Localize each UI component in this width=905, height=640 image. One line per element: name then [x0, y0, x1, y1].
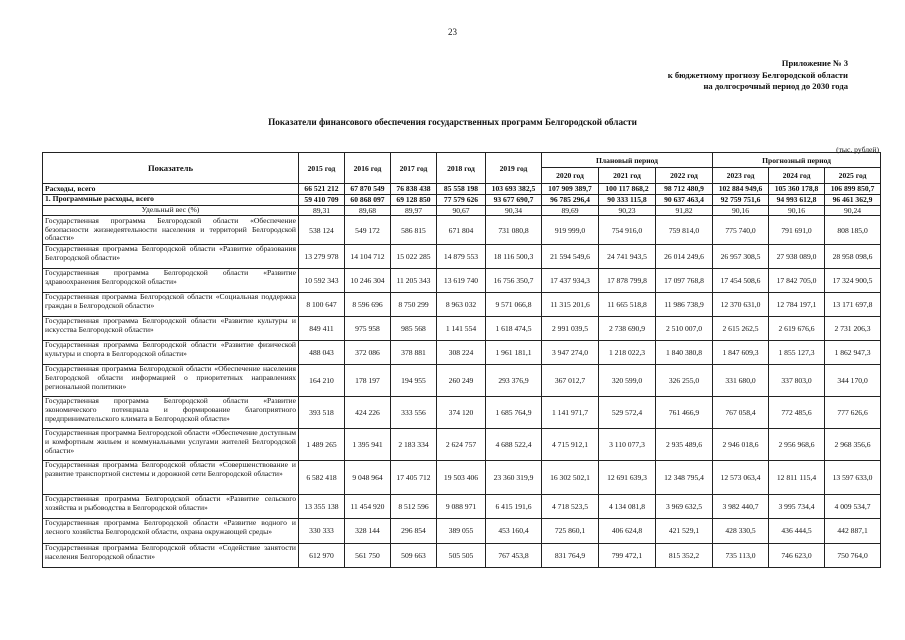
header-forecast-period: Прогнозный период	[713, 153, 881, 168]
value-cell: 815 352,2	[656, 543, 713, 567]
value-cell: 344 170,0	[825, 364, 881, 396]
value-cell: 1 489 265	[299, 428, 345, 460]
value-cell: 2 935 489,6	[656, 428, 713, 460]
header-year-2025: 2025 год	[825, 168, 881, 184]
value-cell: 90 333 115,8	[599, 194, 656, 205]
row-label: Государственная программа Белгородской области «Развитие культуры и искусства Белгородской области»	[43, 316, 299, 340]
value-cell: 19 503 406	[437, 460, 486, 494]
value-cell: 750 764,0	[825, 543, 881, 567]
value-cell: 919 999,0	[542, 216, 599, 244]
value-cell: 90,16	[769, 205, 825, 216]
value-cell: 293 376,9	[486, 364, 542, 396]
table-row	[43, 396, 881, 428]
header-year-2018: 2018 год	[437, 153, 486, 184]
value-cell: 8 596 696	[345, 292, 391, 316]
value-cell: 759 814,0	[656, 216, 713, 244]
value-cell: 393 518	[299, 396, 345, 428]
value-cell: 6 415 191,6	[486, 494, 542, 518]
table-row	[43, 494, 881, 518]
value-cell: 331 680,0	[713, 364, 769, 396]
value-cell: 374 120	[437, 396, 486, 428]
value-cell: 549 172	[345, 216, 391, 244]
value-cell: 831 764,9	[542, 543, 599, 567]
value-cell: 761 466,9	[656, 396, 713, 428]
value-cell: 4 715 912,1	[542, 428, 599, 460]
value-cell: 2 968 356,6	[825, 428, 881, 460]
value-cell: 746 623,0	[769, 543, 825, 567]
value-cell: 3 982 440,7	[713, 494, 769, 518]
value-cell: 11 454 920	[345, 494, 391, 518]
value-cell: 4 009 534,7	[825, 494, 881, 518]
value-cell: 11 986 738,9	[656, 292, 713, 316]
value-cell: 378 881	[391, 340, 437, 364]
value-cell: 94 993 612,8	[769, 194, 825, 205]
value-cell: 1 961 181,1	[486, 340, 542, 364]
value-cell: 8 750 299	[391, 292, 437, 316]
value-cell: 586 815	[391, 216, 437, 244]
value-cell: 2 615 262,5	[713, 316, 769, 340]
value-cell: 85 558 198	[437, 184, 486, 195]
value-cell: 2 624 757	[437, 428, 486, 460]
value-cell: 775 740,0	[713, 216, 769, 244]
value-cell: 9 571 066,8	[486, 292, 542, 316]
value-cell: 89,97	[391, 205, 437, 216]
value-cell: 3 995 734,4	[769, 494, 825, 518]
value-cell: 18 116 500,3	[486, 244, 542, 268]
value-cell: 767 453,8	[486, 543, 542, 567]
value-cell: 1 618 474,5	[486, 316, 542, 340]
value-cell: 6 582 418	[299, 460, 345, 494]
value-cell: 26 957 308,5	[713, 244, 769, 268]
value-cell: 406 624,8	[599, 518, 656, 543]
row-label: Государственная программа Белгородской области «Развитие экономического потенциала и формирование благоприятного предпринимательского климата в Белгородской области»	[43, 396, 299, 428]
value-cell: 320 599,0	[599, 364, 656, 396]
value-cell: 178 197	[345, 364, 391, 396]
value-cell: 505 505	[437, 543, 486, 567]
header-year-2024: 2024 год	[769, 168, 825, 184]
value-cell: 389 055	[437, 518, 486, 543]
value-cell: 13 171 697,8	[825, 292, 881, 316]
value-cell: 12 573 063,4	[713, 460, 769, 494]
value-cell: 96 785 296,4	[542, 194, 599, 205]
value-cell: 105 360 178,8	[769, 184, 825, 195]
row-label: Государственная программа Белгородской области «Содействие занятости населения Белгородской области»	[43, 543, 299, 567]
table-row	[43, 292, 881, 316]
value-cell: 12 348 795,4	[656, 460, 713, 494]
value-cell: 1 685 764,9	[486, 396, 542, 428]
table-row	[43, 428, 881, 460]
value-cell: 1 141 971,7	[542, 396, 599, 428]
value-cell: 90,67	[437, 205, 486, 216]
value-cell: 453 160,4	[486, 518, 542, 543]
value-cell: 12 811 115,4	[769, 460, 825, 494]
value-cell: 90 637 463,4	[656, 194, 713, 205]
value-cell: 2 946 018,6	[713, 428, 769, 460]
row-label: Государственная программа Белгородской области «Развитие здравоохранения Белгородской области»	[43, 268, 299, 292]
value-cell: 436 444,5	[769, 518, 825, 543]
page-number: 23	[448, 27, 457, 37]
value-cell: 77 579 626	[437, 194, 486, 205]
header-year-2022: 2022 год	[656, 168, 713, 184]
value-cell: 3 110 077,3	[599, 428, 656, 460]
row-label: Государственная программа Белгородской области «Развитие сельского хозяйства и рыбоводства в Белгородской области»	[43, 494, 299, 518]
value-cell: 1 218 022,3	[599, 340, 656, 364]
value-cell: 17 324 900,5	[825, 268, 881, 292]
header-year-2015: 2015 год	[299, 153, 345, 184]
value-cell: 428 330,5	[713, 518, 769, 543]
value-cell: 424 226	[345, 396, 391, 428]
value-cell: 96 461 362,9	[825, 194, 881, 205]
table-row	[43, 184, 881, 195]
value-cell: 4 134 081,8	[599, 494, 656, 518]
value-cell: 671 804	[437, 216, 486, 244]
value-cell: 13 279 978	[299, 244, 345, 268]
document-title: Показатели финансового обеспечения государственных программ Белгородской области	[268, 117, 637, 127]
header-planned-period: Плановый период	[542, 153, 713, 168]
value-cell: 27 938 089,0	[769, 244, 825, 268]
value-cell: 296 854	[391, 518, 437, 543]
value-cell: 14 104 712	[345, 244, 391, 268]
value-cell: 328 144	[345, 518, 391, 543]
table-row	[43, 268, 881, 292]
table-row	[43, 340, 881, 364]
value-cell: 308 224	[437, 340, 486, 364]
table-row	[43, 518, 881, 543]
table-row	[43, 244, 881, 268]
value-cell: 2 738 690,9	[599, 316, 656, 340]
value-cell: 509 663	[391, 543, 437, 567]
row-label: Государственная программа Белгородской области «Обеспечение населения Белгородской области информацией о приоритетных направлениях региональной политики»	[43, 364, 299, 396]
value-cell: 791 691,0	[769, 216, 825, 244]
value-cell: 11 665 518,8	[599, 292, 656, 316]
value-cell: 735 113,0	[713, 543, 769, 567]
appendix-line-2: к бюджетному прогнозу Белгородской области	[667, 69, 848, 80]
value-cell: 808 185,0	[825, 216, 881, 244]
value-cell: 3 969 632,5	[656, 494, 713, 518]
value-cell: 11 315 201,6	[542, 292, 599, 316]
value-cell: 561 750	[345, 543, 391, 567]
value-cell: 421 529,1	[656, 518, 713, 543]
value-cell: 28 958 098,6	[825, 244, 881, 268]
row-label: Государственная программа Белгородской области «Развитие образования Белгородской области»	[43, 244, 299, 268]
value-cell: 23 360 319,9	[486, 460, 542, 494]
value-cell: 1 395 941	[345, 428, 391, 460]
value-cell: 1 847 609,3	[713, 340, 769, 364]
row-label: Государственная программа Белгородской области «Обеспечение безопасности жизнедеятельности населения и территорий Белгородской области»	[43, 216, 299, 244]
value-cell: 14 879 553	[437, 244, 486, 268]
appendix-line-3: на долгосрочный период до 2030 года	[703, 81, 848, 91]
value-cell: 17 842 705,0	[769, 268, 825, 292]
value-cell: 260 249	[437, 364, 486, 396]
value-cell: 21 594 549,6	[542, 244, 599, 268]
value-cell: 754 916,0	[599, 216, 656, 244]
value-cell: 985 568	[391, 316, 437, 340]
value-cell: 17 878 799,8	[599, 268, 656, 292]
value-cell: 10 592 343	[299, 268, 345, 292]
value-cell: 17 437 934,3	[542, 268, 599, 292]
value-cell: 17 097 768,8	[656, 268, 713, 292]
table-row	[43, 205, 881, 216]
header-year-2017: 2017 год	[391, 153, 437, 184]
value-cell: 2 510 007,0	[656, 316, 713, 340]
value-cell: 59 410 709	[299, 194, 345, 205]
header-year-2021: 2021 год	[599, 168, 656, 184]
value-cell: 442 887,1	[825, 518, 881, 543]
value-cell: 799 472,1	[599, 543, 656, 567]
value-cell: 11 205 343	[391, 268, 437, 292]
value-cell: 26 014 249,6	[656, 244, 713, 268]
value-cell: 66 521 212	[299, 184, 345, 195]
row-label: Государственная программа Белгородской области «Обеспечение доступным и комфортным жильем и коммунальными услугами жителей Белгородской области»	[43, 428, 299, 460]
value-cell: 89,69	[542, 205, 599, 216]
value-cell: 102 884 949,6	[713, 184, 769, 195]
value-cell: 2 183 334	[391, 428, 437, 460]
value-cell: 333 556	[391, 396, 437, 428]
row-label: Удельный вес (%)	[43, 205, 299, 216]
value-cell: 13 619 740	[437, 268, 486, 292]
row-label: 1. Программные расходы, всего	[43, 194, 299, 205]
value-cell: 67 870 549	[345, 184, 391, 195]
value-cell: 1 141 554	[437, 316, 486, 340]
value-cell: 13 597 633,0	[825, 460, 881, 494]
value-cell: 90,23	[599, 205, 656, 216]
value-cell: 337 803,0	[769, 364, 825, 396]
value-cell: 777 626,6	[825, 396, 881, 428]
value-cell: 4 688 522,4	[486, 428, 542, 460]
header-year-2019: 2019 год	[486, 153, 542, 184]
value-cell: 10 246 304	[345, 268, 391, 292]
value-cell: 330 333	[299, 518, 345, 543]
table-row	[43, 543, 881, 567]
value-cell: 975 958	[345, 316, 391, 340]
value-cell: 849 411	[299, 316, 345, 340]
value-cell: 98 712 480,9	[656, 184, 713, 195]
header-year-2020: 2020 год	[542, 168, 599, 184]
value-cell: 16 756 350,7	[486, 268, 542, 292]
value-cell: 772 485,6	[769, 396, 825, 428]
appendix-line-1: Приложение № 3	[781, 58, 848, 68]
value-cell: 103 693 382,5	[486, 184, 542, 195]
value-cell: 93 677 690,7	[486, 194, 542, 205]
table-row	[43, 364, 881, 396]
value-cell: 725 860,1	[542, 518, 599, 543]
value-cell: 367 012,7	[542, 364, 599, 396]
value-cell: 90,24	[825, 205, 881, 216]
value-cell: 17 454 508,6	[713, 268, 769, 292]
table-row	[43, 460, 881, 494]
value-cell: 488 043	[299, 340, 345, 364]
value-cell: 106 899 850,7	[825, 184, 881, 195]
header-indicator: Показатель	[43, 153, 299, 184]
appendix-heading	[668, 58, 848, 93]
table-row	[43, 316, 881, 340]
value-cell: 60 868 097	[345, 194, 391, 205]
value-cell: 76 838 438	[391, 184, 437, 195]
value-cell: 2 956 968,6	[769, 428, 825, 460]
value-cell: 16 302 502,1	[542, 460, 599, 494]
value-cell: 17 405 712	[391, 460, 437, 494]
value-cell: 2 731 206,3	[825, 316, 881, 340]
value-cell: 107 909 389,7	[542, 184, 599, 195]
value-cell: 90,16	[713, 205, 769, 216]
value-cell: 12 691 639,3	[599, 460, 656, 494]
row-label: Государственная программа Белгородской области «Совершенствование и развитие транспортной системы и дорожной сети Белгородской области»	[43, 460, 299, 494]
value-cell: 89,68	[345, 205, 391, 216]
value-cell: 92 759 751,6	[713, 194, 769, 205]
value-cell: 3 947 274,0	[542, 340, 599, 364]
table-row	[43, 216, 881, 244]
units-note: (тыс. рублей)	[836, 145, 879, 154]
value-cell: 194 955	[391, 364, 437, 396]
value-cell: 69 128 850	[391, 194, 437, 205]
row-label: Расходы, всего	[43, 184, 299, 195]
value-cell: 8 963 032	[437, 292, 486, 316]
value-cell: 529 572,4	[599, 396, 656, 428]
value-cell: 731 080,8	[486, 216, 542, 244]
value-cell: 538 124	[299, 216, 345, 244]
value-cell: 90,34	[486, 205, 542, 216]
value-cell: 767 058,4	[713, 396, 769, 428]
value-cell: 2 991 039,5	[542, 316, 599, 340]
header-year-2016: 2016 год	[345, 153, 391, 184]
table-row	[43, 194, 881, 205]
row-label: Государственная программа Белгородской области «Развитие водного и лесного хозяйства Белгородской области, охрана окружающей среды»	[43, 518, 299, 543]
value-cell: 9 048 964	[345, 460, 391, 494]
row-label: Государственная программа Белгородской области «Развитие физической культуры и спорта в Белгородской области»	[43, 340, 299, 364]
value-cell: 15 022 285	[391, 244, 437, 268]
value-cell: 326 255,0	[656, 364, 713, 396]
value-cell: 1 862 947,3	[825, 340, 881, 364]
value-cell: 1 840 380,8	[656, 340, 713, 364]
value-cell: 91,82	[656, 205, 713, 216]
value-cell: 612 970	[299, 543, 345, 567]
value-cell: 24 741 943,5	[599, 244, 656, 268]
value-cell: 100 117 868,2	[599, 184, 656, 195]
value-cell: 9 088 971	[437, 494, 486, 518]
value-cell: 13 355 138	[299, 494, 345, 518]
value-cell: 12 784 197,1	[769, 292, 825, 316]
value-cell: 8 512 596	[391, 494, 437, 518]
value-cell: 1 855 127,3	[769, 340, 825, 364]
value-cell: 4 718 523,5	[542, 494, 599, 518]
value-cell: 2 619 676,6	[769, 316, 825, 340]
value-cell: 372 086	[345, 340, 391, 364]
financing-table	[42, 152, 881, 568]
row-label: Государственная программа Белгородской области «Социальная поддержка граждан в Белгородской области»	[43, 292, 299, 316]
header-year-2023: 2023 год	[713, 168, 769, 184]
value-cell: 8 100 647	[299, 292, 345, 316]
value-cell: 12 370 631,0	[713, 292, 769, 316]
value-cell: 89,31	[299, 205, 345, 216]
value-cell: 164 210	[299, 364, 345, 396]
